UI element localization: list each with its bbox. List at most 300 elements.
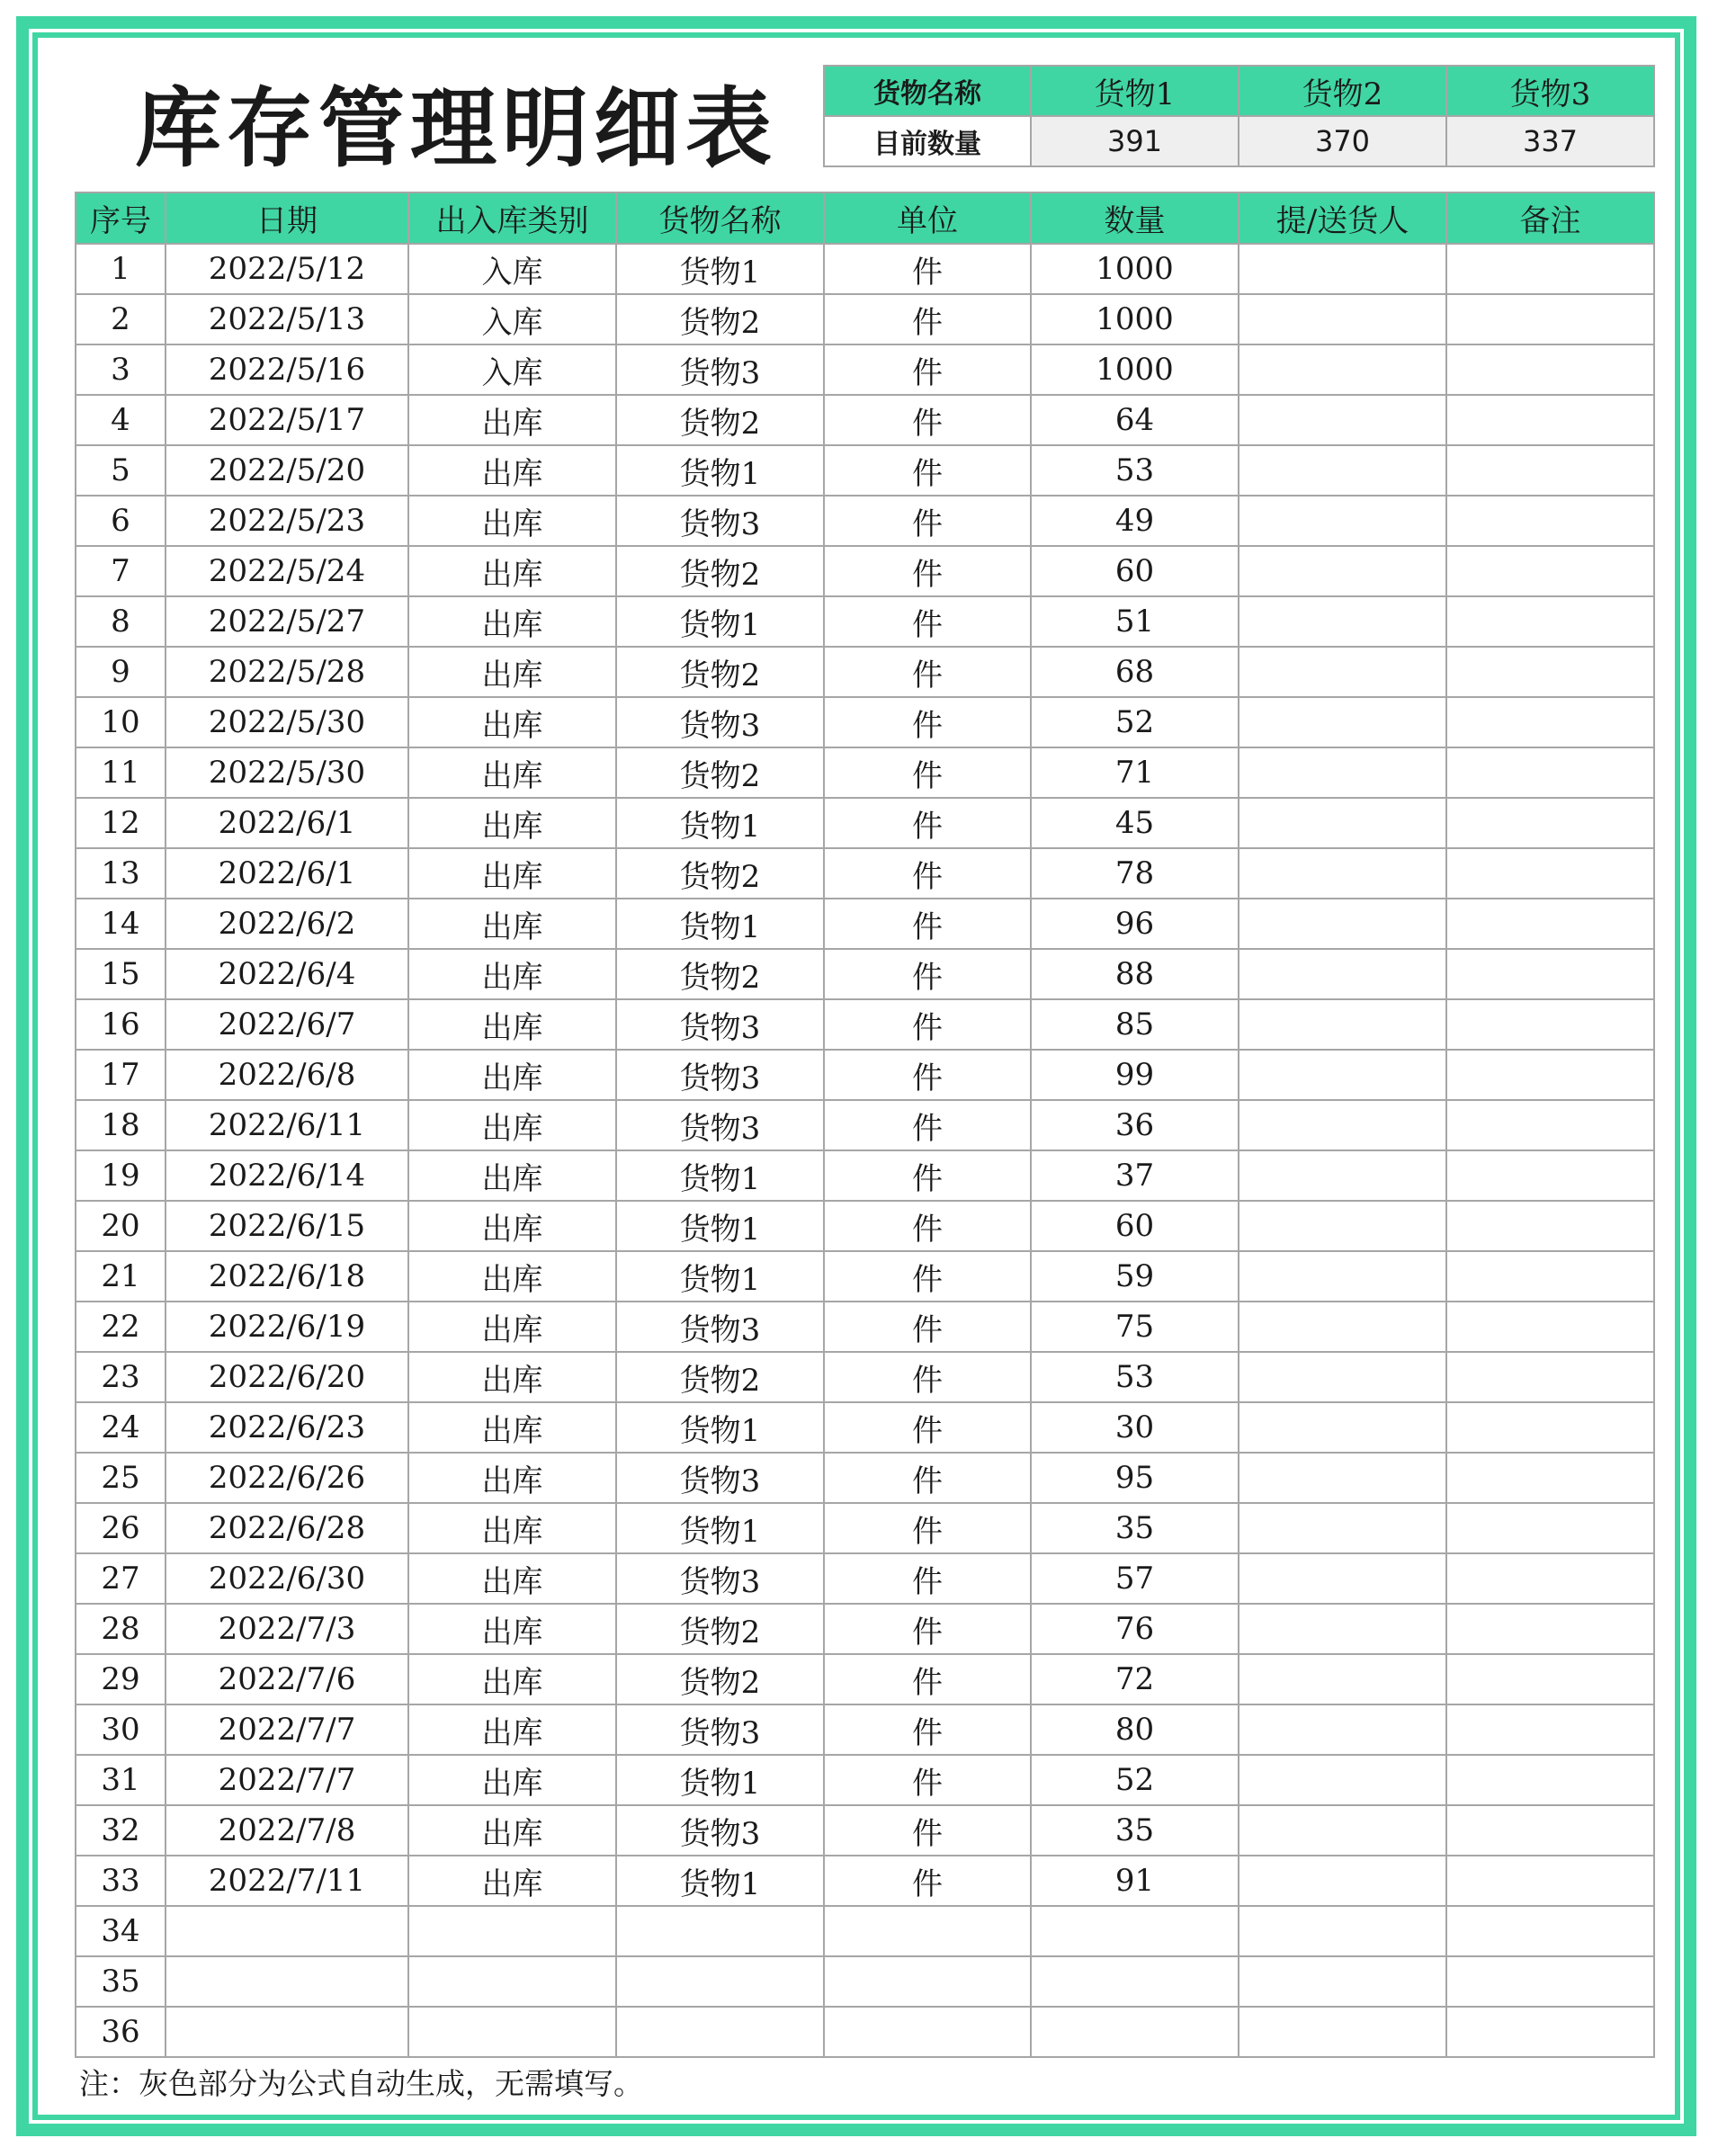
summary-item-name[interactable]: 货物1 — [1031, 66, 1239, 116]
cell-no[interactable]: 15 — [76, 949, 166, 999]
cell-unit[interactable]: 件 — [824, 999, 1031, 1050]
cell-note[interactable] — [1446, 1856, 1654, 1906]
cell-type[interactable]: 出库 — [408, 1654, 616, 1704]
cell-note[interactable] — [1446, 1352, 1654, 1402]
cell-person[interactable] — [1239, 647, 1446, 697]
cell-type[interactable]: 出库 — [408, 899, 616, 949]
cell-qty[interactable]: 64 — [1031, 395, 1239, 445]
cell-person[interactable] — [1239, 899, 1446, 949]
cell-note[interactable] — [1446, 1553, 1654, 1604]
cell-item[interactable]: 货物2 — [616, 1352, 824, 1402]
cell-date[interactable]: 2022/6/20 — [166, 1352, 408, 1402]
cell-unit[interactable]: 件 — [824, 1453, 1031, 1503]
cell-no[interactable]: 28 — [76, 1604, 166, 1654]
cell-type[interactable]: 出库 — [408, 1453, 616, 1503]
table-row — [76, 647, 1654, 697]
cell-no[interactable]: 10 — [76, 697, 166, 747]
cell-person[interactable] — [1239, 1150, 1446, 1201]
cell-person[interactable] — [1239, 949, 1446, 999]
cell-person[interactable] — [1239, 1553, 1446, 1604]
cell-unit[interactable]: 件 — [824, 1150, 1031, 1201]
cell-no[interactable]: 21 — [76, 1251, 166, 1302]
cell-date[interactable]: 2022/6/14 — [166, 1150, 408, 1201]
cell-unit[interactable]: 件 — [824, 1654, 1031, 1704]
cell-item[interactable]: 货物3 — [616, 1704, 824, 1755]
cell-date[interactable]: 2022/5/27 — [166, 596, 408, 647]
cell-person[interactable] — [1239, 1503, 1446, 1553]
cell-no[interactable]: 33 — [76, 1856, 166, 1906]
cell-no[interactable]: 25 — [76, 1453, 166, 1503]
cell-type[interactable]: 出库 — [408, 798, 616, 848]
cell-no[interactable]: 1 — [76, 244, 166, 294]
cell-note[interactable] — [1446, 1503, 1654, 1553]
cell-note[interactable] — [1446, 1050, 1654, 1100]
cell-date[interactable]: 2022/6/4 — [166, 949, 408, 999]
cell-note[interactable] — [1446, 1302, 1654, 1352]
cell-note[interactable] — [1446, 999, 1654, 1050]
cell-qty[interactable]: 75 — [1031, 1302, 1239, 1352]
cell-item[interactable]: 货物2 — [616, 647, 824, 697]
cell-type[interactable]: 出库 — [408, 1251, 616, 1302]
cell-type[interactable]: 出库 — [408, 546, 616, 596]
cell-unit[interactable]: 件 — [824, 344, 1031, 395]
cell-note[interactable] — [1446, 344, 1654, 395]
cell-qty[interactable]: 51 — [1031, 596, 1239, 647]
cell-person[interactable] — [1239, 1402, 1446, 1453]
cell-note[interactable] — [1446, 1755, 1654, 1805]
table-row — [76, 1503, 1654, 1553]
cell-no[interactable]: 20 — [76, 1201, 166, 1251]
cell-person[interactable] — [1239, 395, 1446, 445]
cell-qty[interactable]: 52 — [1031, 1755, 1239, 1805]
cell-item[interactable]: 货物3 — [616, 1553, 824, 1604]
cell-type[interactable]: 出库 — [408, 596, 616, 647]
cell-unit[interactable]: 件 — [824, 949, 1031, 999]
cell-qty[interactable]: 80 — [1031, 1704, 1239, 1755]
cell-qty[interactable]: 88 — [1031, 949, 1239, 999]
cell-person[interactable] — [1239, 294, 1446, 344]
cell-qty[interactable]: 1000 — [1031, 344, 1239, 395]
cell-type[interactable]: 出库 — [408, 1352, 616, 1402]
cell-date[interactable]: 2022/6/18 — [166, 1251, 408, 1302]
cell-person[interactable] — [1239, 697, 1446, 747]
cell-qty[interactable]: 35 — [1031, 1805, 1239, 1856]
cell-unit[interactable]: 件 — [824, 1755, 1031, 1805]
cell-type[interactable]: 出库 — [408, 1755, 616, 1805]
cell-person[interactable] — [1239, 1755, 1446, 1805]
cell-note[interactable] — [1446, 1805, 1654, 1856]
cell-date[interactable]: 2022/5/12 — [166, 244, 408, 294]
cell-note[interactable] — [1446, 294, 1654, 344]
cell-note[interactable] — [1446, 2007, 1654, 2057]
cell-qty[interactable]: 59 — [1031, 1251, 1239, 1302]
cell-no[interactable]: 9 — [76, 647, 166, 697]
cell-person[interactable] — [1239, 1201, 1446, 1251]
cell-note[interactable] — [1446, 445, 1654, 496]
cell-date[interactable]: 2022/6/11 — [166, 1100, 408, 1150]
cell-date[interactable]: 2022/5/28 — [166, 647, 408, 697]
cell-item[interactable]: 货物2 — [616, 949, 824, 999]
cell-unit[interactable]: 件 — [824, 747, 1031, 798]
cell-date[interactable]: 2022/5/13 — [166, 294, 408, 344]
cell-person[interactable] — [1239, 445, 1446, 496]
cell-unit[interactable] — [824, 2007, 1031, 2057]
cell-qty[interactable]: 45 — [1031, 798, 1239, 848]
cell-type[interactable]: 入库 — [408, 344, 616, 395]
cell-type[interactable]: 入库 — [408, 294, 616, 344]
cell-unit[interactable]: 件 — [824, 1604, 1031, 1654]
cell-note[interactable] — [1446, 1654, 1654, 1704]
cell-date[interactable] — [166, 2007, 408, 2057]
cell-date[interactable]: 2022/5/17 — [166, 395, 408, 445]
cell-no[interactable]: 17 — [76, 1050, 166, 1100]
cell-unit[interactable]: 件 — [824, 1503, 1031, 1553]
cell-qty[interactable]: 95 — [1031, 1453, 1239, 1503]
cell-qty[interactable] — [1031, 1956, 1239, 2007]
cell-type[interactable]: 出库 — [408, 1201, 616, 1251]
cell-item[interactable]: 货物3 — [616, 697, 824, 747]
cell-person[interactable] — [1239, 1654, 1446, 1704]
cell-note[interactable] — [1446, 1251, 1654, 1302]
table-row — [76, 1050, 1654, 1100]
cell-no[interactable]: 32 — [76, 1805, 166, 1856]
cell-note[interactable] — [1446, 496, 1654, 546]
cell-note[interactable] — [1446, 1956, 1654, 2007]
cell-person[interactable] — [1239, 1956, 1446, 2007]
cell-item[interactable] — [616, 2007, 824, 2057]
cell-no[interactable]: 6 — [76, 496, 166, 546]
cell-type[interactable]: 出库 — [408, 1302, 616, 1352]
cell-item[interactable]: 货物1 — [616, 1402, 824, 1453]
cell-no[interactable]: 7 — [76, 546, 166, 596]
cell-unit[interactable]: 件 — [824, 596, 1031, 647]
cell-unit[interactable]: 件 — [824, 1805, 1031, 1856]
cell-no[interactable]: 12 — [76, 798, 166, 848]
cell-qty[interactable]: 57 — [1031, 1553, 1239, 1604]
cell-date[interactable]: 2022/6/23 — [166, 1402, 408, 1453]
cell-note[interactable] — [1446, 697, 1654, 747]
cell-unit[interactable] — [824, 1956, 1031, 2007]
col-header-no: 序号 — [76, 192, 166, 244]
cell-type[interactable]: 出库 — [408, 647, 616, 697]
cell-unit[interactable]: 件 — [824, 697, 1031, 747]
cell-qty[interactable]: 60 — [1031, 546, 1239, 596]
cell-item[interactable]: 货物3 — [616, 1453, 824, 1503]
cell-person[interactable] — [1239, 1453, 1446, 1503]
cell-type[interactable] — [408, 1956, 616, 2007]
cell-no[interactable]: 23 — [76, 1352, 166, 1402]
cell-person[interactable] — [1239, 244, 1446, 294]
cell-date[interactable]: 2022/5/30 — [166, 747, 408, 798]
cell-no[interactable]: 26 — [76, 1503, 166, 1553]
cell-type[interactable]: 出库 — [408, 1050, 616, 1100]
cell-no[interactable]: 36 — [76, 2007, 166, 2057]
cell-item[interactable]: 货物1 — [616, 1251, 824, 1302]
cell-item[interactable]: 货物1 — [616, 798, 824, 848]
cell-person[interactable] — [1239, 496, 1446, 546]
cell-no[interactable]: 22 — [76, 1302, 166, 1352]
cell-item[interactable]: 货物3 — [616, 344, 824, 395]
cell-item[interactable]: 货物2 — [616, 1604, 824, 1654]
table-header-row — [76, 192, 1654, 244]
cell-person[interactable] — [1239, 1704, 1446, 1755]
cell-type[interactable]: 出库 — [408, 697, 616, 747]
cell-unit[interactable]: 件 — [824, 244, 1031, 294]
cell-type[interactable] — [408, 2007, 616, 2057]
cell-no[interactable]: 30 — [76, 1704, 166, 1755]
cell-unit[interactable]: 件 — [824, 1402, 1031, 1453]
cell-date[interactable]: 2022/5/24 — [166, 546, 408, 596]
cell-date[interactable]: 2022/7/7 — [166, 1704, 408, 1755]
cell-qty[interactable]: 78 — [1031, 848, 1239, 899]
cell-item[interactable]: 货物2 — [616, 294, 824, 344]
cell-person[interactable] — [1239, 1604, 1446, 1654]
summary-item-name[interactable]: 货物2 — [1239, 66, 1446, 116]
cell-unit[interactable]: 件 — [824, 647, 1031, 697]
cell-date[interactable]: 2022/6/7 — [166, 999, 408, 1050]
cell-item[interactable]: 货物2 — [616, 1654, 824, 1704]
cell-note[interactable] — [1446, 1201, 1654, 1251]
cell-no[interactable]: 18 — [76, 1100, 166, 1150]
cell-note[interactable] — [1446, 899, 1654, 949]
cell-person[interactable] — [1239, 1805, 1446, 1856]
table-row — [76, 596, 1654, 647]
cell-unit[interactable]: 件 — [824, 899, 1031, 949]
cell-date[interactable]: 2022/7/8 — [166, 1805, 408, 1856]
cell-unit[interactable]: 件 — [824, 395, 1031, 445]
cell-note[interactable] — [1446, 596, 1654, 647]
cell-no[interactable]: 27 — [76, 1553, 166, 1604]
cell-item[interactable]: 货物3 — [616, 1100, 824, 1150]
cell-person[interactable] — [1239, 1050, 1446, 1100]
cell-item[interactable]: 货物2 — [616, 395, 824, 445]
cell-item[interactable]: 货物2 — [616, 546, 824, 596]
cell-item[interactable]: 货物1 — [616, 1201, 824, 1251]
cell-qty[interactable]: 30 — [1031, 1402, 1239, 1453]
cell-person[interactable] — [1239, 1352, 1446, 1402]
cell-unit[interactable]: 件 — [824, 1251, 1031, 1302]
cell-note[interactable] — [1446, 1906, 1654, 1956]
cell-no[interactable]: 16 — [76, 999, 166, 1050]
cell-note[interactable] — [1446, 1704, 1654, 1755]
cell-type[interactable]: 出库 — [408, 747, 616, 798]
summary-item-qty: 391 — [1031, 116, 1239, 166]
cell-note[interactable] — [1446, 546, 1654, 596]
cell-type[interactable]: 出库 — [408, 848, 616, 899]
cell-no[interactable]: 2 — [76, 294, 166, 344]
cell-date[interactable]: 2022/6/19 — [166, 1302, 408, 1352]
cell-date[interactable]: 2022/7/6 — [166, 1654, 408, 1704]
cell-date[interactable]: 2022/6/30 — [166, 1553, 408, 1604]
cell-note[interactable] — [1446, 949, 1654, 999]
cell-unit[interactable]: 件 — [824, 496, 1031, 546]
cell-item[interactable]: 货物3 — [616, 496, 824, 546]
cell-type[interactable]: 出库 — [408, 1704, 616, 1755]
cell-no[interactable]: 34 — [76, 1906, 166, 1956]
cell-date[interactable]: 2022/6/15 — [166, 1201, 408, 1251]
cell-item[interactable]: 货物3 — [616, 1805, 824, 1856]
summary-item-name[interactable]: 货物3 — [1446, 66, 1654, 116]
cell-type[interactable] — [408, 1906, 616, 1956]
cell-person[interactable] — [1239, 546, 1446, 596]
cell-item[interactable]: 货物1 — [616, 1856, 824, 1906]
cell-item[interactable]: 货物1 — [616, 445, 824, 496]
cell-qty[interactable]: 49 — [1031, 496, 1239, 546]
cell-no[interactable]: 31 — [76, 1755, 166, 1805]
cell-no[interactable]: 13 — [76, 848, 166, 899]
cell-note[interactable] — [1446, 848, 1654, 899]
cell-item[interactable]: 货物1 — [616, 1755, 824, 1805]
cell-person[interactable] — [1239, 344, 1446, 395]
cell-date[interactable]: 2022/5/16 — [166, 344, 408, 395]
cell-item[interactable] — [616, 1956, 824, 2007]
cell-type[interactable]: 出库 — [408, 1805, 616, 1856]
cell-unit[interactable] — [824, 1906, 1031, 1956]
cell-qty[interactable]: 85 — [1031, 999, 1239, 1050]
cell-type[interactable]: 出库 — [408, 1553, 616, 1604]
cell-qty[interactable]: 72 — [1031, 1654, 1239, 1704]
cell-date[interactable]: 2022/7/11 — [166, 1856, 408, 1906]
cell-qty[interactable] — [1031, 1906, 1239, 1956]
cell-qty[interactable]: 99 — [1031, 1050, 1239, 1100]
cell-no[interactable]: 3 — [76, 344, 166, 395]
cell-item[interactable]: 货物1 — [616, 244, 824, 294]
cell-type[interactable]: 出库 — [408, 1100, 616, 1150]
cell-unit[interactable]: 件 — [824, 1050, 1031, 1100]
cell-type[interactable]: 出库 — [408, 1604, 616, 1654]
cell-no[interactable]: 8 — [76, 596, 166, 647]
cell-date[interactable]: 2022/5/23 — [166, 496, 408, 546]
cell-unit[interactable]: 件 — [824, 546, 1031, 596]
cell-item[interactable]: 货物1 — [616, 1503, 824, 1553]
cell-no[interactable]: 4 — [76, 395, 166, 445]
cell-note[interactable] — [1446, 395, 1654, 445]
cell-unit[interactable]: 件 — [824, 1553, 1031, 1604]
cell-person[interactable] — [1239, 596, 1446, 647]
cell-date[interactable]: 2022/6/1 — [166, 798, 408, 848]
table-row — [76, 344, 1654, 395]
cell-unit[interactable]: 件 — [824, 1704, 1031, 1755]
cell-item[interactable] — [616, 1906, 824, 1956]
cell-type[interactable]: 出库 — [408, 1856, 616, 1906]
cell-qty[interactable]: 96 — [1031, 899, 1239, 949]
cell-note[interactable] — [1446, 1150, 1654, 1201]
cell-qty[interactable]: 60 — [1031, 1201, 1239, 1251]
cell-qty[interactable]: 1000 — [1031, 294, 1239, 344]
cell-qty[interactable]: 53 — [1031, 445, 1239, 496]
cell-no[interactable]: 35 — [76, 1956, 166, 2007]
cell-unit[interactable]: 件 — [824, 1352, 1031, 1402]
cell-type[interactable]: 出库 — [408, 949, 616, 999]
cell-note[interactable] — [1446, 1402, 1654, 1453]
cell-type[interactable]: 出库 — [408, 1150, 616, 1201]
cell-person[interactable] — [1239, 1856, 1446, 1906]
cell-unit[interactable]: 件 — [824, 1302, 1031, 1352]
cell-unit[interactable]: 件 — [824, 798, 1031, 848]
cell-type[interactable]: 出库 — [408, 395, 616, 445]
cell-type[interactable]: 出库 — [408, 999, 616, 1050]
cell-date[interactable]: 2022/7/7 — [166, 1755, 408, 1805]
cell-note[interactable] — [1446, 798, 1654, 848]
cell-item[interactable]: 货物2 — [616, 747, 824, 798]
cell-date[interactable]: 2022/6/26 — [166, 1453, 408, 1503]
cell-qty[interactable] — [1031, 2007, 1239, 2057]
cell-qty[interactable]: 91 — [1031, 1856, 1239, 1906]
cell-qty[interactable]: 37 — [1031, 1150, 1239, 1201]
cell-note[interactable] — [1446, 1100, 1654, 1150]
cell-no[interactable]: 29 — [76, 1654, 166, 1704]
cell-person[interactable] — [1239, 2007, 1446, 2057]
cell-no[interactable]: 5 — [76, 445, 166, 496]
cell-qty[interactable]: 36 — [1031, 1100, 1239, 1150]
cell-item[interactable]: 货物2 — [616, 848, 824, 899]
cell-date[interactable]: 2022/7/3 — [166, 1604, 408, 1654]
cell-type[interactable]: 出库 — [408, 445, 616, 496]
cell-unit[interactable]: 件 — [824, 1100, 1031, 1150]
cell-person[interactable] — [1239, 848, 1446, 899]
cell-note[interactable] — [1446, 747, 1654, 798]
cell-person[interactable] — [1239, 1906, 1446, 1956]
cell-person[interactable] — [1239, 747, 1446, 798]
cell-date[interactable]: 2022/6/8 — [166, 1050, 408, 1100]
cell-qty[interactable]: 71 — [1031, 747, 1239, 798]
cell-type[interactable]: 出库 — [408, 1503, 616, 1553]
cell-qty[interactable]: 1000 — [1031, 244, 1239, 294]
cell-person[interactable] — [1239, 1251, 1446, 1302]
cell-item[interactable]: 货物3 — [616, 1302, 824, 1352]
cell-qty[interactable]: 35 — [1031, 1503, 1239, 1553]
cell-note[interactable] — [1446, 647, 1654, 697]
cell-note[interactable] — [1446, 244, 1654, 294]
cell-date[interactable]: 2022/6/1 — [166, 848, 408, 899]
cell-note[interactable] — [1446, 1604, 1654, 1654]
cell-person[interactable] — [1239, 1100, 1446, 1150]
cell-item[interactable]: 货物1 — [616, 1150, 824, 1201]
cell-unit[interactable]: 件 — [824, 848, 1031, 899]
cell-qty[interactable]: 68 — [1031, 647, 1239, 697]
cell-unit[interactable]: 件 — [824, 294, 1031, 344]
cell-no[interactable]: 24 — [76, 1402, 166, 1453]
cell-qty[interactable]: 52 — [1031, 697, 1239, 747]
cell-no[interactable]: 11 — [76, 747, 166, 798]
cell-person[interactable] — [1239, 798, 1446, 848]
cell-person[interactable] — [1239, 999, 1446, 1050]
cell-note[interactable] — [1446, 1453, 1654, 1503]
cell-date[interactable] — [166, 1906, 408, 1956]
cell-no[interactable]: 14 — [76, 899, 166, 949]
cell-date[interactable]: 2022/5/20 — [166, 445, 408, 496]
cell-unit[interactable]: 件 — [824, 1201, 1031, 1251]
table-row — [76, 496, 1654, 546]
cell-unit[interactable]: 件 — [824, 1856, 1031, 1906]
cell-type[interactable]: 入库 — [408, 244, 616, 294]
cell-item[interactable]: 货物3 — [616, 999, 824, 1050]
cell-type[interactable]: 出库 — [408, 1402, 616, 1453]
cell-type[interactable]: 出库 — [408, 496, 616, 546]
cell-qty[interactable]: 53 — [1031, 1352, 1239, 1402]
cell-date[interactable]: 2022/6/2 — [166, 899, 408, 949]
cell-qty[interactable]: 76 — [1031, 1604, 1239, 1654]
cell-item[interactable]: 货物3 — [616, 1050, 824, 1100]
cell-date[interactable] — [166, 1956, 408, 2007]
cell-item[interactable]: 货物1 — [616, 596, 824, 647]
cell-unit[interactable]: 件 — [824, 445, 1031, 496]
cell-person[interactable] — [1239, 1302, 1446, 1352]
cell-date[interactable]: 2022/6/28 — [166, 1503, 408, 1553]
cell-no[interactable]: 19 — [76, 1150, 166, 1201]
cell-item[interactable]: 货物1 — [616, 899, 824, 949]
cell-date[interactable]: 2022/5/30 — [166, 697, 408, 747]
